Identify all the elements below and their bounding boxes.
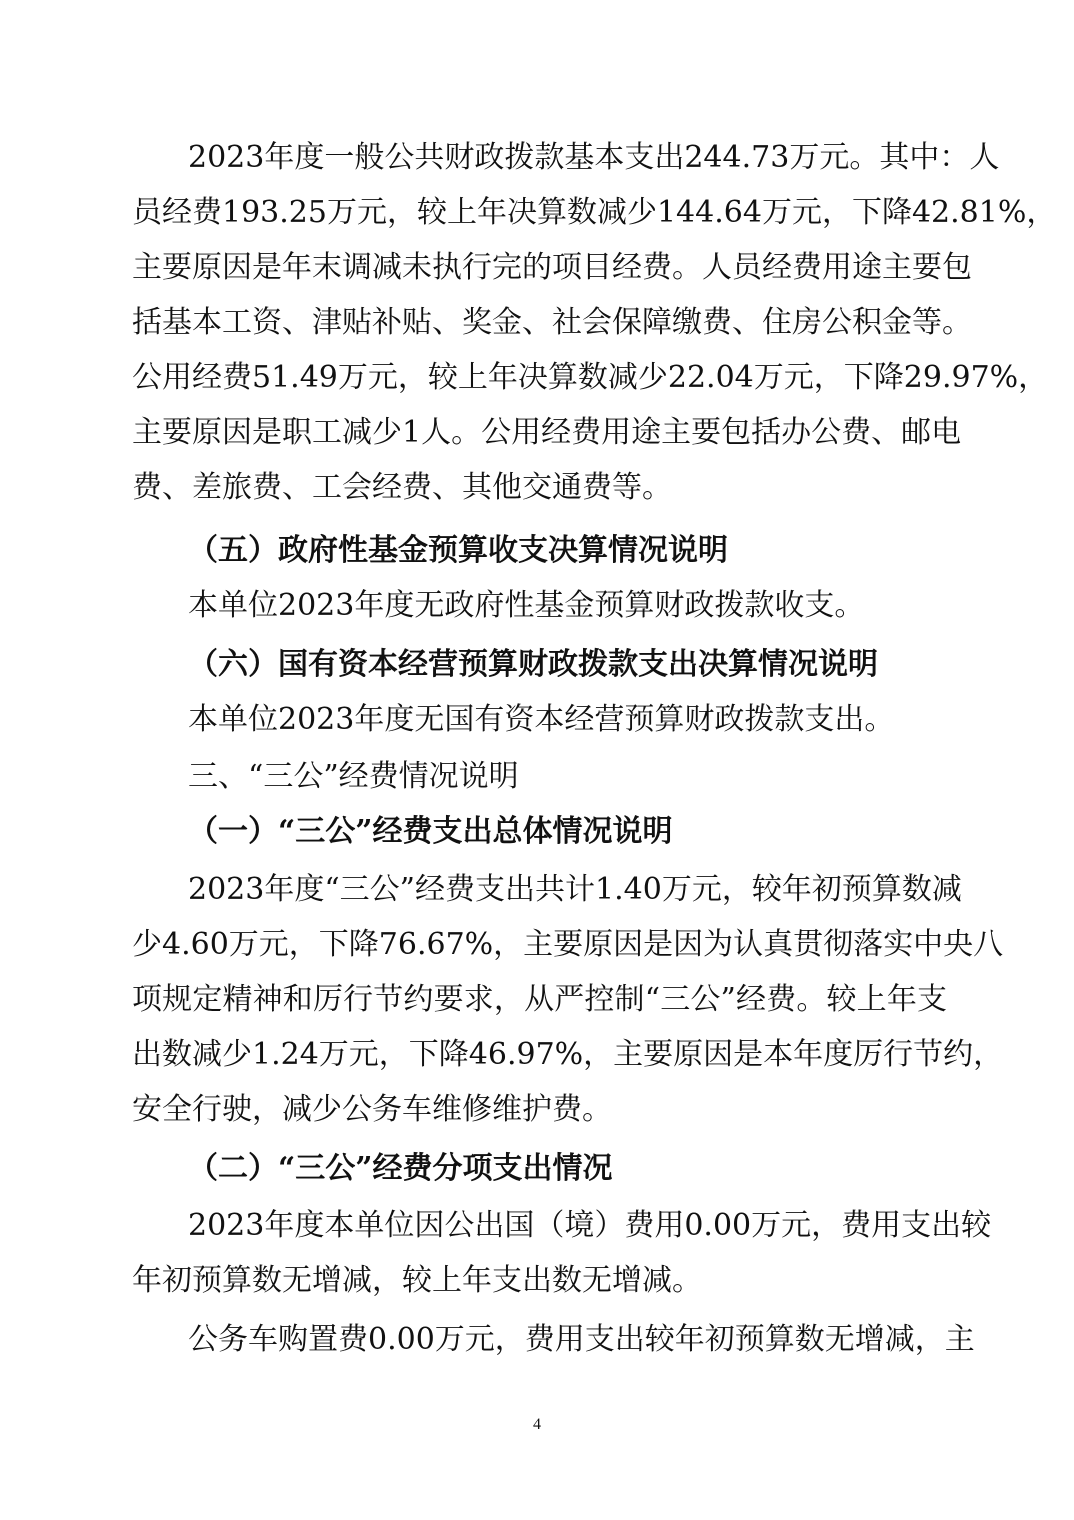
paragraph-line: 括基本工资、津贴补贴、奖金、社会保障缴费、住房公积金等。: [132, 305, 972, 340]
paragraph-line: 公用经费51.49万元，较上年决算数减少22.04万元，下降29.97%，: [132, 360, 1049, 395]
section-heading: （一）“三公”经费支出总体情况说明: [188, 814, 673, 849]
paragraph-line: 2023年度“三公”经费支出共计1.40万元，较年初预算数减: [188, 872, 962, 907]
section-heading: （二）“三公”经费分项支出情况: [188, 1151, 613, 1186]
paragraph-line: 本单位2023年度无国有资本经营预算财政拨款支出。: [188, 702, 895, 737]
paragraph-line: 2023年度本单位因公出国（境）费用0.00万元，费用支出较: [188, 1208, 992, 1243]
section-heading: （六）国有资本经营预算财政拨款支出决算情况说明: [188, 647, 878, 682]
paragraph-line: 安全行驶，减少公务车维修维护费。: [132, 1092, 612, 1127]
paragraph-line: 费、差旅费、工会经费、其他交通费等。: [132, 470, 672, 505]
paragraph-line: 员经费193.25万元，较上年决算数减少144.64万元，下降42.81%，: [132, 195, 1057, 230]
paragraph-line: 少4.60万元，下降76.67%，主要原因是因为认真贯彻落实中央八: [132, 927, 1004, 962]
chapter-heading: 三、“三公”经费情况说明: [188, 759, 519, 794]
paragraph-line: 年初预算数无增减，较上年支出数无增减。: [132, 1263, 702, 1298]
paragraph-line: 2023年度一般公共财政拨款基本支出244.73万元。其中：人: [188, 140, 1000, 175]
paragraph-line: 主要原因是年末调减未执行完的项目经费。人员经费用途主要包: [132, 250, 972, 285]
paragraph-line: 出数减少1.24万元，下降46.97%，主要原因是本年度厉行节约，: [132, 1037, 1004, 1072]
paragraph-line: 项规定精神和厉行节约要求，从严控制“三公”经费。较上年支: [132, 982, 947, 1017]
paragraph-line: 本单位2023年度无政府性基金预算财政拨款收支。: [188, 588, 865, 623]
paragraph-line: 公务车购置费0.00万元，费用支出较年初预算数无增减，主: [188, 1322, 975, 1357]
section-heading: （五）政府性基金预算收支决算情况说明: [188, 533, 728, 568]
page-number: 4: [533, 1416, 541, 1433]
paragraph-line: 主要原因是职工减少1人。公用经费用途主要包括办公费、邮电: [132, 415, 962, 450]
